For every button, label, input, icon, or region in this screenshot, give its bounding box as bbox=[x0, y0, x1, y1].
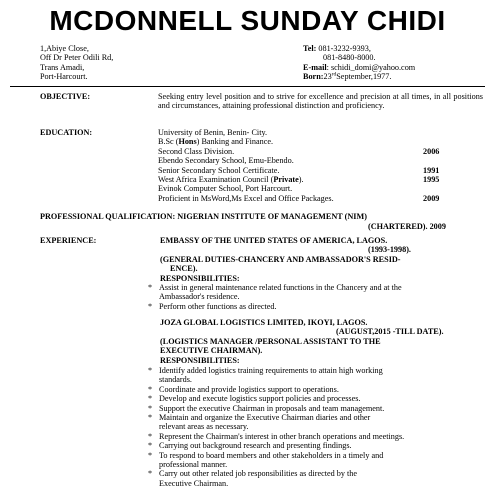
list-item: * Carry out other related job responsibilities as directed by the Executive Chairman. bbox=[148, 469, 358, 488]
list-item: * Carrying out background research and presenting findings. bbox=[148, 441, 352, 451]
born-label: Born: bbox=[303, 72, 324, 82]
email-label: E-mail bbox=[303, 62, 327, 72]
job-title-cont: EXECUTIVE CHAIRMAN). bbox=[160, 346, 263, 356]
phone-2: 081-8480-8000. bbox=[323, 53, 376, 63]
education-line: University of Benin, Benin- City. bbox=[158, 128, 268, 137]
job-title: (LOGISTICS MANAGER /PERSONAL ASSISTANT TO THE bbox=[160, 336, 381, 346]
header-divider bbox=[10, 86, 485, 87]
phone-1: 081-3232-9393, bbox=[318, 44, 371, 53]
job-title: (GENERAL DUTIES-CHANCERY AND AMBASSADOR'S RESID- bbox=[160, 254, 401, 264]
responsibilities-heading: RESPONSIBILITIES: bbox=[160, 355, 240, 365]
list-item: * Coordinate and provide logistics support to operations. bbox=[148, 384, 339, 394]
job-title-cont: ENCE). bbox=[170, 264, 198, 274]
responsibilities-heading: RESPONSIBILITIES: bbox=[160, 273, 240, 283]
qualification-line: PROFESSIONAL QUALIFICATION: NIGERIAN INSTITUTE OF MANAGEMENT (NIM) bbox=[40, 212, 367, 221]
born-suffix: rd bbox=[331, 71, 337, 78]
job-1-bullets bbox=[148, 283, 483, 311]
education-label: EDUCATION: bbox=[40, 128, 93, 137]
list-item: * To respond to board members and other stakeholders in a timely and professional manner. bbox=[148, 450, 384, 470]
job-dates: (1993-1998). bbox=[368, 245, 411, 255]
objective-text: Seeking entry level position and to strive for excellence and precision at all times, in all positions and circumstances, attaining professional distinction and proficiency. bbox=[158, 92, 483, 111]
education-block bbox=[158, 128, 483, 203]
job-dates: (AUGUST,2015 -TILL DATE). bbox=[336, 327, 444, 337]
born-rest: September,1977. bbox=[336, 72, 392, 82]
experience-label: EXPERIENCE: bbox=[40, 236, 97, 245]
address-block bbox=[40, 44, 113, 82]
job-employer: EMBASSY OF THE UNITED STATES OF AMERICA, LAGOS. bbox=[160, 236, 388, 245]
job-1 bbox=[160, 236, 483, 283]
list-item: * Develop and execute logistics support policies and processes. bbox=[148, 394, 361, 404]
education-row: Senior Secondary School Certificate. 1991 bbox=[158, 165, 440, 175]
job-2-bullets bbox=[148, 366, 483, 488]
list-item: * Support the executive Chairman in proposals and team management. bbox=[148, 403, 385, 413]
qualification-line2: (CHARTERED). 2009 bbox=[368, 222, 446, 231]
list-item: * Assist in general maintenance related functions in the Chancery and at the Ambassador's residence. bbox=[148, 283, 402, 302]
list-item: * Maintain and organize the Executive Chairman diaries and other relevant areas as necessary. bbox=[148, 413, 371, 432]
address-line: Port-Harcourt. bbox=[40, 72, 88, 82]
education-row: Proficient in MsWord,Ms Excel and Office Packages. 2009 bbox=[158, 193, 440, 203]
objective-label: OBJECTIVE: bbox=[40, 92, 91, 101]
job-2 bbox=[160, 318, 483, 365]
education-line: Ebendo Secondary School, Emu-Ebendo. bbox=[158, 156, 294, 166]
education-line: Evinok Computer School, Port Harcourt. bbox=[158, 184, 293, 194]
education-row: West Africa Examination Council (Private). 1995 bbox=[158, 175, 440, 185]
tel-label: Tel: bbox=[303, 44, 317, 53]
address-line: Off Dr Peter Odili Rd, bbox=[40, 53, 114, 63]
address-line: 1,Abiye Close, bbox=[40, 44, 89, 53]
job-employer: JOZA GLOBAL LOGISTICS LIMITED, IKOYI, LAGOS. bbox=[160, 318, 368, 327]
candidate-name: MCDONNELL SUNDAY CHIDI bbox=[49, 5, 446, 36]
born-day: 23 bbox=[323, 72, 332, 82]
address-line: Trans Amadi, bbox=[40, 62, 85, 72]
contact-block bbox=[303, 44, 415, 82]
list-item: * Identify added logistics training requirements to attain high working standards. bbox=[148, 366, 383, 385]
education-line: B.Sc (Hons) Banking and Finance. bbox=[158, 137, 274, 147]
list-item: * Perform other functions as directed. bbox=[148, 301, 277, 311]
education-row: Second Class Division. 2006 bbox=[158, 146, 440, 156]
email: : schidi_domi@yahoo.com bbox=[326, 62, 416, 72]
list-item: * Represent the Chairman's interest in other branch operations and meetings. bbox=[148, 431, 405, 441]
